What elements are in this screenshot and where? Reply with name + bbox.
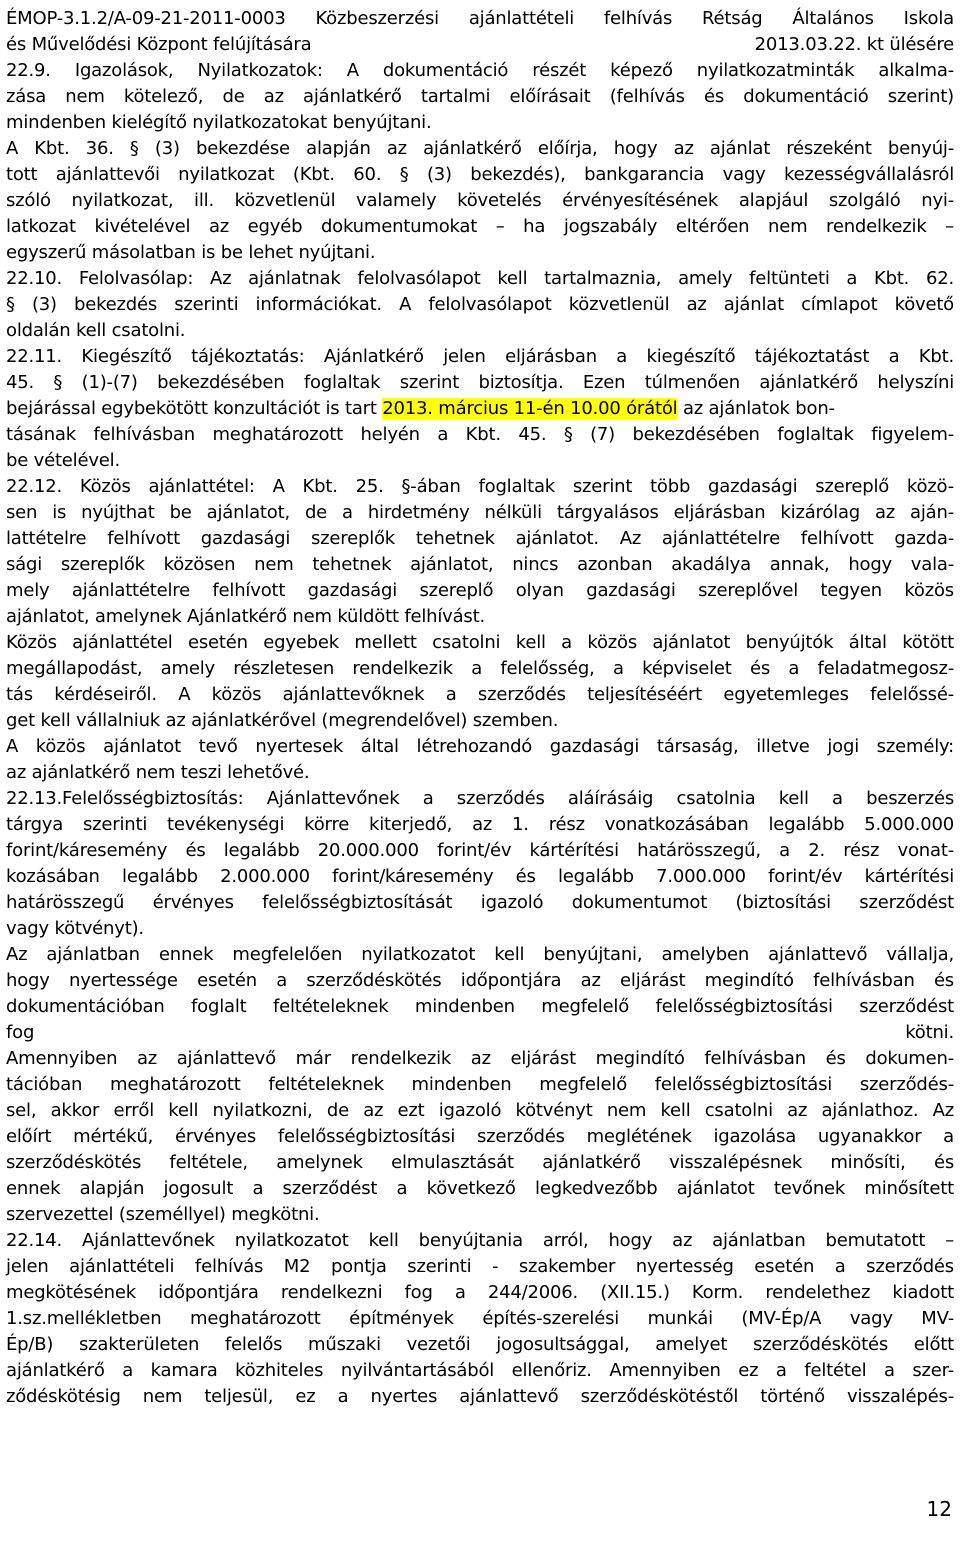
text-line: tásának felhívásban meghatározott helyén a Kbt. 45. § (7) bekezdésében foglaltak figyelem- <box>6 424 954 445</box>
highlighted-date: 2013. március 11-én 10.00 órától <box>382 398 678 419</box>
text-line: tott ajánlattevői nyilatkozat (Kbt. 60. § (3) bekezdés), bankgarancia vagy kezességvállalásról <box>6 164 954 185</box>
text-line: get kell vállalniuk az ajánlatkérővel (megrendelővel) szemben. <box>6 710 559 731</box>
text-line: 22.9. Igazolások, Nyilatkozatok: A dokumentáció részét képező nyilatkozatminták alkalma- <box>6 60 954 81</box>
header-text: ÉMOP-3.1.2/A-09-21-2011-0003 Közbeszerzési ajánlattételi felhívás Rétság Általános Iskola <box>6 8 954 29</box>
text-line: szervezettel (személlyel) megkötni. <box>6 1204 320 1225</box>
header-date: 2013.03.22. kt ülésére <box>754 34 954 55</box>
text-line: ződéskötésig nem teljesül, ez a nyertes ajánlattevő szerződéskötéstől történő visszalépés- <box>6 1386 954 1407</box>
text-line: kozásában legalább 2.000.000 forint/káresemény és legalább 7.000.000 forint/év kártérítési <box>6 866 954 887</box>
text-line: Az ajánlatban ennek megfelelően nyilatkozatot kell benyújtani, amelyben ajánlattevő vállalja, <box>6 944 954 965</box>
text-line: ajánlatkérő a kamara közhiteles nyilvántartásából ellenőriz. Amennyiben ez a feltétel a szer- <box>6 1360 954 1381</box>
text-line: mindenben kielégítő nyilatkozatokat benyújtani. <box>6 112 432 133</box>
text-line: sel, akkor erről kell nyilatkozni, de az ezt igazoló kötvényt nem kell csatolni az ajánlathoz. Az <box>6 1100 954 1121</box>
text-line: megállapodást, amely részletesen rendelkezik a felelősség, a képviselet és a feladatmegosz- <box>6 658 954 679</box>
text-line: tációban meghatározott feltételeknek mindenben megfelelő felelősségbiztosítási szerződés- <box>6 1074 954 1095</box>
text-line: sen is nyújthat be ajánlatot, de a hirdetmény nélküli tárgyalásos eljárásban kizárólag az aján- <box>6 502 954 523</box>
text-line: jelen ajánlattételi felhívás M2 pontja szerinti - szakember nyertesség esetén a szerződés <box>6 1256 954 1277</box>
text-span: fog <box>6 1022 35 1043</box>
text-line: A közös ajánlatot tevő nyertesek által létrehozandó gazdasági társaság, illetve jogi személy: <box>6 736 954 757</box>
text-line: Ép/B) szakterületen felelős műszaki vezetői jogosultsággal, amelyet szerződéskötés előtt <box>6 1334 954 1355</box>
text-line: 45. § (1)-(7) bekezdésében foglaltak szerint biztosítja. Ezen túlmenően ajánlatkérő helyszíni <box>6 372 954 393</box>
text-line: ajánlatot, amelynek Ajánlatkérő nem küldött felhívást. <box>6 606 485 627</box>
text-line: szóló nyilatkozat, ill. közvetlenül valamely követelés érvényesítésének alapjául szolgáló nyi- <box>6 190 954 211</box>
text-span: az ajánlatok bon- <box>677 398 835 419</box>
text-line: előírt mértékű, érvényes felelősségbiztosítási szerződés meglétének igazolása ugyanakkor a <box>6 1126 954 1147</box>
text-line: latkozat kivételével az egyéb dokumentumokat – ha jogszabály eltérően nem rendelkezik – <box>6 216 954 237</box>
text-line: Amennyiben az ajánlattevő már rendelkezik az eljárást megindító felhívásban és dokumen- <box>6 1048 954 1069</box>
text-line: ennek alapján jogosult a szerződést a következő legkedvezőbb ajánlatot tevőnek minősített <box>6 1178 954 1199</box>
text-line: 22.13.Felelősségbiztosítás: Ajánlattevőnek a szerződés aláírásáig csatolnia kell a beszerzés <box>6 788 954 809</box>
header-text: és Művelődési Központ felújítására <box>6 34 312 55</box>
text-line: zása nem kötelező, de az ajánlatkérő tartalmi előírásait (felhívás és dokumentáció szerint) <box>6 86 954 107</box>
text-line: 22.12. Közös ajánlattétel: A Kbt. 25. §-ában foglaltak szerint több gazdasági szereplő közö- <box>6 476 954 497</box>
text-line: A Kbt. 36. § (3) bekezdése alapján az ajánlatkérő előírja, hogy az ajánlat részeként benyúj- <box>6 138 954 159</box>
text-line: 22.10. Felolvasólap: Az ajánlatnak felolvasólapot kell tartalmaznia, amely feltünteti a Kbt. 62. <box>6 268 954 289</box>
text-line: egyszerű másolatban is be lehet nyújtani. <box>6 242 376 263</box>
text-line <box>6 1020 954 1046</box>
header-line-2 <box>6 32 954 58</box>
text-span: bejárással egybekötött konzultációt is tart <box>6 398 383 419</box>
header-line-1 <box>6 6 954 32</box>
text-line: dokumentációban foglalt feltételeknek mindenben megfelelő felelősségbiztosítási szerződést <box>6 996 954 1017</box>
text-line: oldalán kell csatolni. <box>6 320 186 341</box>
text-line: az ajánlatkérő nem teszi lehetővé. <box>6 762 310 783</box>
text-line: mely ajánlattételre felhívott gazdasági szereplő olyan gazdasági szereplővel tegyen közös <box>6 580 954 601</box>
text-line: 22.11. Kiegészítő tájékoztatás: Ajánlatkérő jelen eljárásban a kiegészítő tájékoztatást a Kbt. <box>6 346 954 367</box>
text-line: szerződéskötés feltétele, amelynek elmulasztását ajánlatkérő visszalépésnek minősíti, és <box>6 1152 954 1173</box>
text-line: hogy nyertessége esetén a szerződéskötés időpontjára az eljárást megindító felhívásban és <box>6 970 954 991</box>
text-line: tárgya szerinti tevékenységi körre kiterjedő, az 1. rész vonatkozásában legalább 5.000.000 <box>6 814 954 835</box>
text-line: megkötésének időpontjára rendelkezni fog a 244/2006. (XII.15.) Korm. rendelethez kiadott <box>6 1282 954 1303</box>
text-line: 22.14. Ajánlattevőnek nyilatkozatot kell benyújtania arról, hogy az ajánlatban bemutatott – <box>6 1230 954 1251</box>
text-line: § (3) bekezdés szerinti információkat. A felolvasólapot közvetlenül az ajánlat címlapot követő <box>6 294 954 315</box>
text-line: 1.sz.mellékletben meghatározott építmények építés-szerelési munkái (MV-Ép/A vagy MV- <box>6 1308 954 1329</box>
text-line: határösszegű érvényes felelősségbiztosítását igazoló dokumentumot (biztosítási szerződést <box>6 892 954 913</box>
page-number: 12 <box>926 1497 952 1521</box>
text-line: Közös ajánlattétel esetén egyebek mellett csatolni kell a közös ajánlatot benyújtók által kötött <box>6 632 954 653</box>
text-line: forint/káresemény és legalább 20.000.000 forint/év kártérítési határösszegű, a 2. rész vonat- <box>6 840 954 861</box>
document-page <box>6 6 954 1410</box>
text-line: sági szereplők közösen nem tehetnek ajánlatot, nincs azonban akadálya annak, hogy vala- <box>6 554 954 575</box>
text-line: vagy kötvényt). <box>6 918 144 939</box>
text-line: be vételével. <box>6 450 121 471</box>
text-line: tás kérdéseiről. A közös ajánlattevőknek a szerződés teljesítéséért egyetemleges felelőssé- <box>6 684 954 705</box>
text-span: kötni. <box>905 1022 954 1043</box>
text-line: lattételre felhívott gazdasági szereplők tehetnek ajánlatot. Az ajánlattételre felhívott gazda- <box>6 528 954 549</box>
text-line <box>6 396 954 422</box>
